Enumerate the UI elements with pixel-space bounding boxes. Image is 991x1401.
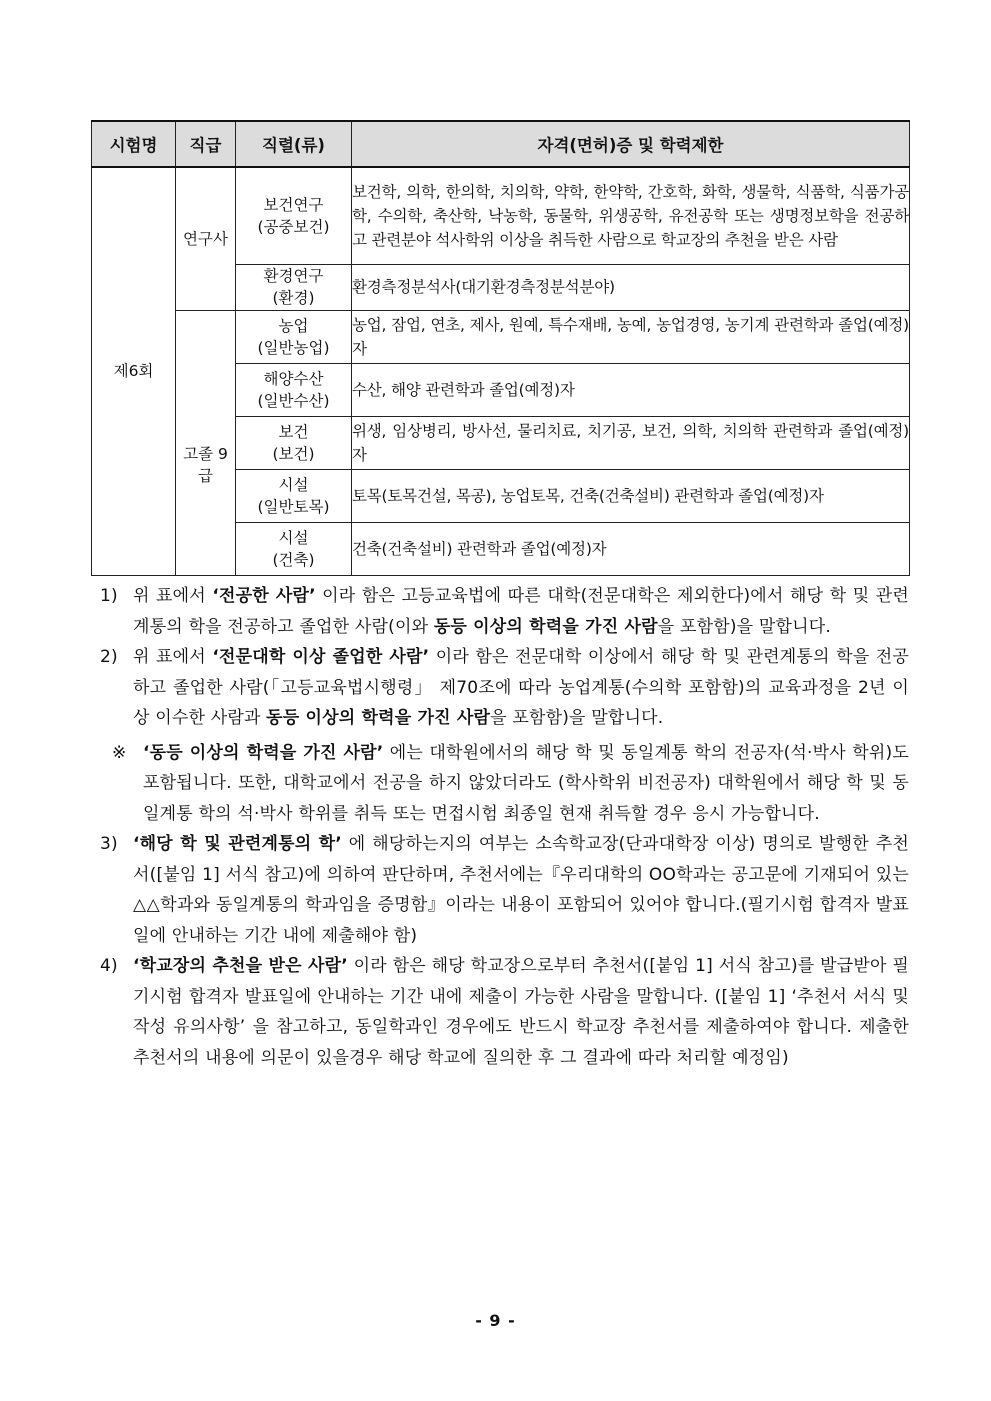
note-number: 1) xyxy=(100,586,118,606)
note-emphasis: ‘전공한 사람’ xyxy=(212,586,316,606)
qualification-cell: 토목(토목건설, 목공), 농업토목, 건축(건축설비) 관련학과 졸업(예정)자 xyxy=(352,469,910,522)
header-qualification: 자격(면허)증 및 학력제한 xyxy=(352,121,910,167)
qualification-cell: 보건학, 의학, 한의학, 치의학, 약학, 한약학, 간호학, 화학, 생물학, 식품학, 식품가공학, 수의학, 축산학, 낙농학, 동물학, 위생공학, 유전공학 또는 생명정보학을 전공하고 관련분야 석사학위 이상을 취득한 사람으로 학교장의 추천을 받은 사람 xyxy=(352,167,910,264)
note-emphasis: ‘학교장의 추천을 받은 사람’ xyxy=(133,956,348,976)
exam-name-cell: 제6회 xyxy=(92,167,176,575)
series-sub: (환경) xyxy=(272,289,315,307)
note-text: 을 포함함)을 말합니다. xyxy=(657,616,831,637)
note-text: 이라 함은 해당 학교장으로부터 추천서([붙임 1] 서식 참고)를 발급받아 필기시험 합격자 발표일에 안내하는 기간 내에 제출이 가능한 사람을 말합니다. ([붙임 1] ‘추천서 서식 및 작성 유의사항’ 을 참고하고, 동일학과인 경우에도 반드시 학교장 추천서를 제출하여야 합니다. 제출한 추천서의 내용에 의문이 있을경우 해당 학교에 질의한 후 그 결과에 따라 처리할 예정임) xyxy=(133,956,909,1068)
qualification-cell: 위생, 임상병리, 방사선, 물리치료, 치기공, 보건, 의학, 치의학 관련학과 졸업(예정)자 xyxy=(352,416,910,469)
note-text: 이라 함은 고등교육법에 따른 대학(전문대학은 제외한다)에서 해당 학 및 관련 계통의 학을 전공하고 졸업한 사람(이와 xyxy=(133,586,909,637)
note-emphasis: ‘전문대학 이상 졸업한 사람’ xyxy=(212,647,430,667)
table-header-row xyxy=(92,121,910,167)
series-name: 보건 xyxy=(278,422,309,441)
series-cell xyxy=(236,310,352,363)
grade-cell-researcher: 연구사 xyxy=(176,167,236,310)
note-number: 2) xyxy=(100,647,118,667)
series-cell xyxy=(236,469,352,522)
series-sub: (일반토목) xyxy=(257,497,330,516)
note-text: 위 표에서 xyxy=(133,647,213,667)
series-cell xyxy=(236,416,352,469)
page-number: - 9 - xyxy=(475,1311,516,1330)
note-text: 이라 함은 전문대학 이상에서 해당 학 및 관련계통의 학을 전공하고 졸업한 사람(「고등교육법시행령」 제70조에 따라 농업계통(수의학 포함함)의 교육과정을 2년 이상 이수한 사람과 xyxy=(133,647,909,728)
reference-mark-icon: ※ xyxy=(112,742,127,763)
note-text: 에는 대학원에서의 해당 학 및 동일계통 학의 전공자(석·박사 학위)도 포함됩니다. 또한, 대학교에서 전공을 하지 않았더라도 (학사학위 비전공자) 대학원에서 해당 학 및 동일계통 학의 석·박사 학위를 취득 또는 면접시험 최종일 현재 취득할 경우 응시 가능합니다. xyxy=(143,742,909,824)
grade-cell-highschool: 고졸 9급 xyxy=(176,310,236,575)
qualification-cell: 농업, 잠업, 연초, 제사, 원예, 특수재배, 농예, 농업경영, 농기계 관련학과 졸업(예정)자 xyxy=(352,310,910,363)
series-name: 보건연구 xyxy=(263,195,324,214)
qualification-table xyxy=(91,120,910,576)
note-emphasis: 동등 이상의 학력을 가진 사람 xyxy=(433,616,658,637)
header-exam-name: 시험명 xyxy=(92,121,176,167)
qualification-cell: 환경측정분석사(대기환경측정분석분야) xyxy=(352,264,910,310)
table-row xyxy=(92,310,910,363)
header-grade: 직급 xyxy=(176,121,236,167)
qualification-cell: 수산, 해양 관련학과 졸업(예정)자 xyxy=(352,363,910,416)
note-asterisk xyxy=(100,738,909,830)
series-cell xyxy=(236,363,352,416)
qualification-cell: 건축(건축설비) 관련학과 졸업(예정)자 xyxy=(352,522,910,575)
series-sub: (일반수산) xyxy=(257,391,330,410)
series-name: 시설 xyxy=(278,475,309,494)
series-sub: (건축) xyxy=(272,550,315,569)
table-row xyxy=(92,167,910,264)
series-name: 농업 xyxy=(278,316,309,335)
note-text: 위 표에서 xyxy=(133,586,213,606)
note-emphasis: ‘동등 이상의 학력을 가진 사람’ xyxy=(143,742,384,763)
series-cell xyxy=(236,522,352,575)
note-1 xyxy=(100,581,909,642)
series-cell xyxy=(236,167,352,264)
note-number: 3) xyxy=(100,834,118,854)
note-text: 을 포함함)을 말합니다. xyxy=(490,708,664,728)
series-sub: (공중보건) xyxy=(257,217,330,236)
note-text: 에 해당하는지의 여부는 소속학교장(단과대학장 이상) 명의로 발행한 추천서([붙임 1] 서식 참고)에 의하여 판단하며, 추천서에는『우리대학의 OO학과는 공고문에 기재되어 있는 △△학과와 동일계통의 학과임을 증명함』이라는 내용이 포함되어 있어야 합니다.(필기시험 합격자 발표일에 안내하는 기간 내에 제출해야 함) xyxy=(133,834,909,946)
note-emphasis: 동등 이상의 학력을 가진 사람 xyxy=(266,708,491,728)
note-2 xyxy=(100,642,909,734)
series-name: 해양수산 xyxy=(263,369,324,388)
note-emphasis: ‘해당 학 및 관련계통의 학’ xyxy=(133,834,342,854)
series-sub: (일반농업) xyxy=(257,338,330,357)
header-series: 직렬(류) xyxy=(236,121,352,167)
note-number: 4) xyxy=(100,956,118,976)
notes-section xyxy=(100,581,909,1073)
series-name: 시설 xyxy=(278,528,309,547)
note-3 xyxy=(100,829,909,951)
series-sub: (보건) xyxy=(272,444,315,463)
series-name: 환경연구 xyxy=(263,267,324,285)
note-4 xyxy=(100,951,909,1073)
series-cell xyxy=(236,264,352,310)
